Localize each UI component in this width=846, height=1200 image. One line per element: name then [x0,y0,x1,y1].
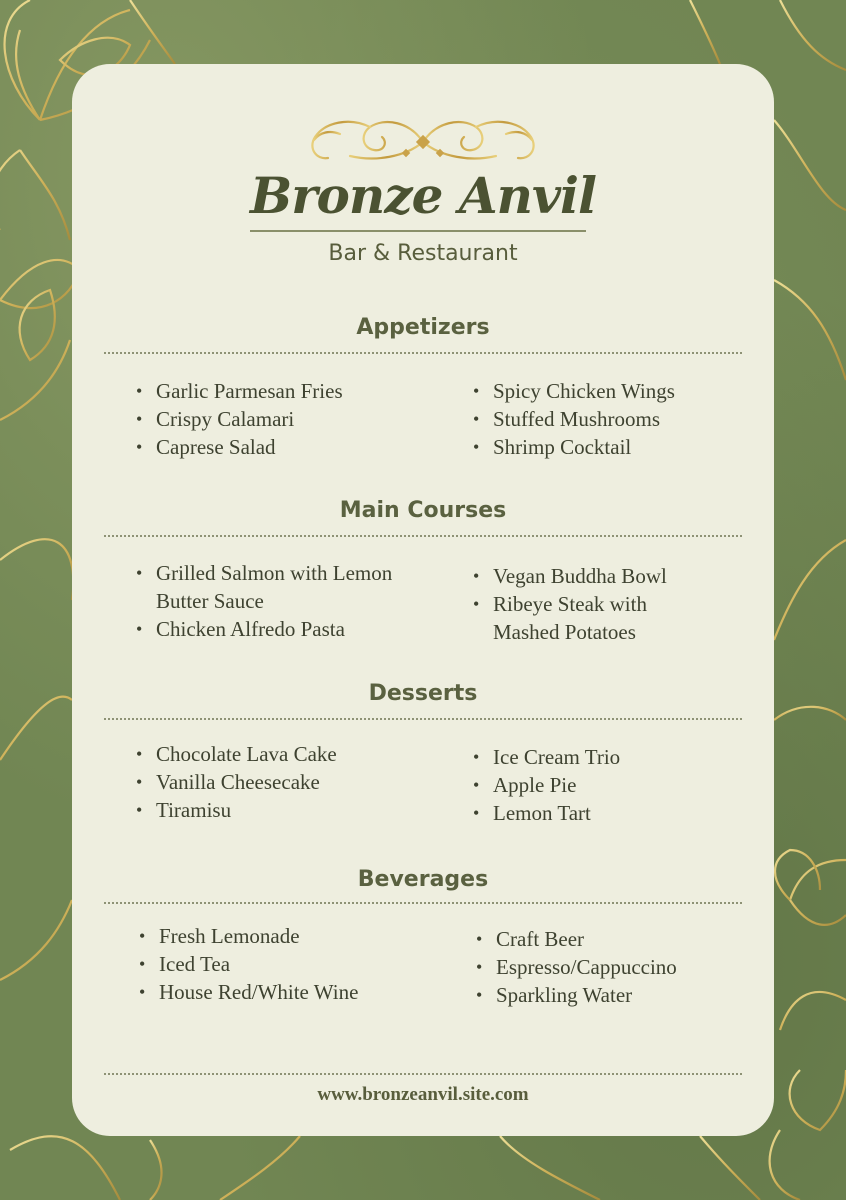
main-courses-list-right [473,562,683,646]
list-item: • Ice Cream Trio [473,745,621,769]
list-item: • Garlic Parmesan Fries [136,379,343,403]
bullet-dot-icon: • [136,563,143,583]
section-title-appetizers: Appetizers [356,315,490,340]
beverages-list-left [139,922,439,1006]
beverages-list-right [476,925,766,1009]
list-item: • Craft Beer [476,927,585,951]
title-underline [250,230,586,232]
list-item: • Tiramisu [136,798,232,822]
section-divider [104,902,742,904]
bullet-dot-icon: • [473,775,480,795]
section-divider [104,535,742,537]
appetizers-list-right [473,377,763,461]
bullet-dot-icon: • [136,744,143,764]
bullet-dot-icon: • [136,437,143,457]
bullet-dot-icon: • [476,985,483,1005]
desserts-list-right [473,743,763,827]
bullet-dot-icon: • [473,803,480,823]
bullet-dot-icon: • [476,929,483,949]
list-item: • Sparkling Water [476,983,633,1007]
footer-divider [104,1073,742,1075]
bullet-dot-icon: • [476,957,483,977]
main-courses-list-left [136,559,426,643]
list-item: • Shrimp Cocktail [473,435,632,459]
bullet-dot-icon: • [473,437,480,457]
list-item: • Vegan Buddha Bowl [473,564,667,588]
bullet-dot-icon: • [136,772,143,792]
bullet-dot-icon: • [139,954,146,974]
list-item: • Crispy Calamari [136,407,295,431]
list-item: • Vanilla Cheesecake [136,770,320,794]
desserts-list-left [136,740,436,824]
list-item: • Chocolate Lava Cake [136,742,337,766]
list-item: • Espresso/Cappuccino [476,955,677,979]
bullet-dot-icon: • [139,982,146,1002]
bullet-dot-icon: • [136,409,143,429]
bullet-dot-icon: • [473,381,480,401]
section-divider [104,718,742,720]
ornamental-flourish-icon [290,112,556,172]
bullet-dot-icon: • [473,409,480,429]
list-item: • Chicken Alfredo Pasta [136,617,345,641]
section-title-beverages: Beverages [357,867,489,892]
section-divider [104,352,742,354]
list-item: • Fresh Lemonade [139,924,300,948]
restaurant-tagline: Bar & Restaurant [328,241,518,266]
list-item: • Ribeye Steak with Mashed Potatoes [473,592,647,644]
list-item: • Caprese Salad [136,435,276,459]
website-link[interactable]: www.bronzeanvil.site.com [317,1084,529,1105]
list-item: • Grilled Salmon with Lemon Butter Sauce [136,561,393,613]
list-item: • Spicy Chicken Wings [473,379,675,403]
bullet-dot-icon: • [473,566,480,586]
bullet-dot-icon: • [473,747,480,767]
list-item: • Stuffed Mushrooms [473,407,661,431]
list-item: • Iced Tea [139,952,231,976]
list-item: • House Red/White Wine [139,980,359,1004]
restaurant-name: Bronze Anvil [249,166,597,225]
list-item: • Apple Pie [473,773,577,797]
list-item: • Lemon Tart [473,801,591,825]
bullet-dot-icon: • [136,619,143,639]
menu-card [72,64,774,1136]
bullet-dot-icon: • [136,800,143,820]
appetizers-list-left [136,377,436,461]
section-title-main-courses: Main Courses [339,498,507,523]
section-title-desserts: Desserts [368,681,478,706]
bullet-dot-icon: • [139,926,146,946]
bullet-dot-icon: • [473,594,480,614]
bullet-dot-icon: • [136,381,143,401]
